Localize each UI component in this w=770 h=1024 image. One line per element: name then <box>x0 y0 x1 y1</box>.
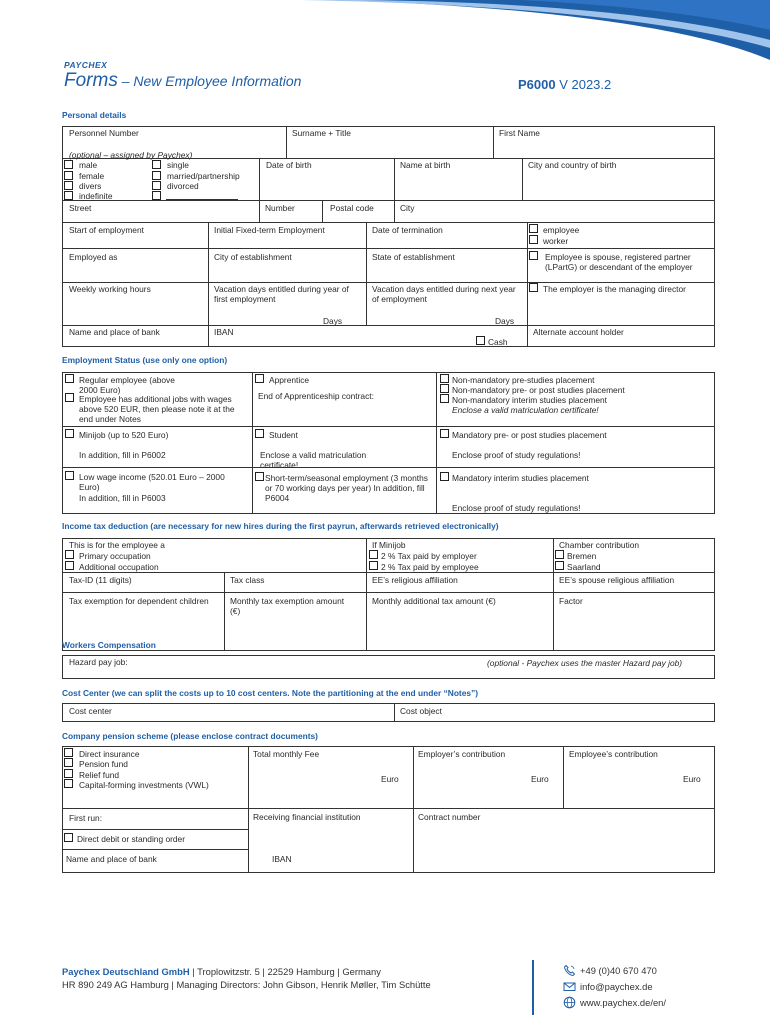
relief-fund-label: Relief fund <box>79 770 120 780</box>
status-married-label: married/partnership <box>167 171 240 181</box>
section-workers-compensation: Workers Compensation <box>62 640 156 650</box>
state-establishment-label: State of establishment <box>372 252 455 262</box>
hazard-pay-label: Hazard pay job: <box>69 657 128 667</box>
city-country-birth-label: City and country of birth <box>528 160 617 170</box>
spouse-label: Employee is spouse, registered partner (LPartG) or descendant of the employer <box>545 252 693 272</box>
bremen-label: Bremen <box>567 551 597 561</box>
vacation-next-label: Vacation days entitled during next year of employment <box>372 284 516 304</box>
tax-employee-checkbox[interactable] <box>369 561 378 570</box>
footer-phone: +49 (0)40 670 470 <box>580 965 657 976</box>
gender-divers-checkbox[interactable] <box>64 181 73 190</box>
capital-forming-label: Capital-forming investments (VWL) <box>79 780 209 790</box>
additional-occupation-label: Additional occupation <box>79 562 159 572</box>
employee-type-checkbox[interactable] <box>529 224 538 233</box>
city-label: City <box>400 203 415 213</box>
end-apprenticeship-label: End of Apprenticeship contract: <box>258 391 374 401</box>
direct-debit-checkbox[interactable] <box>64 833 73 842</box>
study-regulations-note-1: Enclose proof of study regulations! <box>452 450 581 460</box>
globe-icon <box>563 996 576 1009</box>
first-name-label: First Name <box>499 128 540 138</box>
employer-contribution-label: Employer’s contribution <box>418 749 506 759</box>
footer-register: HR 890 249 AG Hamburg | Managing Directors: John Gibson, Henrik Møller, Tim Schütte <box>62 979 431 990</box>
name-at-birth-label: Name at birth <box>400 160 451 170</box>
if-minijob-label: If Minijob <box>372 540 406 550</box>
study-regulations-note-2: Enclose proof of study regulations! <box>452 503 581 513</box>
section-income-tax: Income tax deduction (are necessary for new hires during the first payrun, afterwards retrieved electronically) <box>62 521 499 531</box>
worker-type-checkbox[interactable] <box>529 235 538 244</box>
non-mandatory-pre-checkbox[interactable] <box>440 374 449 383</box>
apprentice-label: Apprentice <box>269 375 310 385</box>
gender-male-checkbox[interactable] <box>64 160 73 169</box>
primary-occupation-checkbox[interactable] <box>65 550 74 559</box>
pension-fund-checkbox[interactable] <box>64 758 73 767</box>
gender-male-label: male <box>79 160 98 170</box>
first-run-label: First run: <box>69 813 103 823</box>
postal-code-label: Postal code <box>330 203 374 213</box>
cost-object-label: Cost object <box>400 706 442 716</box>
short-term-label: Short-term/seasonal employment (3 months or 70 working days per year) In addition, fill P6004 <box>265 473 428 503</box>
page-title: Forms – New Employee Information <box>64 70 302 91</box>
minijob-fill-label: In addition, fill in P6002 <box>79 450 166 460</box>
regular-employee-checkbox[interactable] <box>65 374 74 383</box>
cost-center-label: Cost center <box>69 706 112 716</box>
tax-id-label: Tax-ID (11 digits) <box>69 575 132 585</box>
start-employment-label: Start of employment <box>69 225 144 235</box>
employed-as-label: Employed as <box>69 252 118 262</box>
pension-table <box>62 746 715 873</box>
house-number-label: Number <box>265 203 295 213</box>
non-mandatory-pre-post-label: Non-mandatory pre- or post studies placement <box>452 385 625 395</box>
alternate-holder-label: Alternate account holder <box>533 327 624 337</box>
tax-employer-checkbox[interactable] <box>369 550 378 559</box>
this-is-for-label: This is for the employee a <box>69 540 165 550</box>
monthly-exemption-label: Monthly tax exemption amount (€) <box>230 596 345 616</box>
vacation-first-days-label: Days <box>323 316 343 326</box>
form-code: P6000 V 2023.2 <box>518 77 612 92</box>
non-mandatory-interim-checkbox[interactable] <box>440 394 449 403</box>
relief-fund-checkbox[interactable] <box>64 769 73 778</box>
managing-director-checkbox[interactable] <box>529 283 538 292</box>
managing-director-label: The employer is the managing director <box>543 284 686 294</box>
regular-employee-label: Regular employee (above 2000 Euro) <box>79 375 175 395</box>
hazard-pay-note: (optional - Paychex uses the master Hazard pay job) <box>487 658 683 668</box>
personnel-number-note: (optional – assigned by Paychex) <box>69 150 193 160</box>
pension-fund-label: Pension fund <box>79 759 128 769</box>
mandatory-pre-post-checkbox[interactable] <box>440 429 449 438</box>
non-mandatory-pre-label: Non-mandatory pre-studies placement <box>452 375 595 385</box>
additional-jobs-checkbox[interactable] <box>65 393 74 402</box>
cash-label: Cash <box>488 337 508 347</box>
additional-jobs-label: Employee has additional jobs with wages above 520 EUR, then please note it at the end under Notes <box>79 394 235 424</box>
primary-occupation-label: Primary occupation <box>79 551 151 561</box>
bremen-checkbox[interactable] <box>555 550 564 559</box>
mandatory-interim-checkbox[interactable] <box>440 472 449 481</box>
gender-female-label: female <box>79 171 105 181</box>
tax-class-label: Tax class <box>230 575 265 585</box>
bank-label: Name and place of bank <box>69 327 160 337</box>
vacation-first-label: Vacation days entitled during year of first employment <box>214 284 349 304</box>
footer-divider <box>532 960 534 1015</box>
minijob-checkbox[interactable] <box>65 429 74 438</box>
gender-female-checkbox[interactable] <box>64 171 73 180</box>
direct-debit-label: Direct debit or standing order <box>77 834 185 844</box>
spouse-checkbox[interactable] <box>529 251 538 260</box>
status-other-line <box>166 199 238 200</box>
status-divorced-checkbox[interactable] <box>152 181 161 190</box>
student-label: Student <box>269 430 298 440</box>
low-wage-fill-label: In addition, fill in P6003 <box>79 493 166 503</box>
additional-occupation-checkbox[interactable] <box>65 561 74 570</box>
student-matriculation-label: Enclose a valid matriculation certificate! <box>260 450 367 470</box>
status-married-checkbox[interactable] <box>152 171 161 180</box>
status-single-label: single <box>167 160 189 170</box>
phone-icon <box>563 964 576 977</box>
contract-number-label: Contract number <box>418 812 481 822</box>
chamber-label: Chamber contribution <box>559 540 640 550</box>
personnel-number-label: Personnel Number <box>69 128 139 138</box>
monthly-additional-label: Monthly additional tax amount (€) <box>372 596 496 606</box>
brand-logo: PAYCHEX <box>64 60 108 70</box>
footer-email[interactable]: info@paychex.de <box>580 981 653 992</box>
tax-employer-label: 2 % Tax paid by employer <box>381 551 477 561</box>
short-term-checkbox[interactable] <box>255 472 264 481</box>
mandatory-interim-label: Mandatory interim studies placement <box>452 473 589 483</box>
cost-center-table <box>62 703 715 722</box>
pension-bank-label: Name and place of bank <box>66 854 157 864</box>
fixed-term-label: Initial Fixed-term Employment <box>214 225 325 235</box>
mandatory-pre-post-label: Mandatory pre- or post studies placement <box>452 430 607 440</box>
total-fee-label: Total monthly Fee <box>253 749 320 759</box>
non-mandatory-interim-label: Non-mandatory interim studies placement <box>452 395 608 405</box>
gender-indefinite-checkbox[interactable] <box>64 191 73 200</box>
minijob-label: Minijob (up to 520 Euro) <box>79 430 169 440</box>
pension-iban-label: IBAN <box>272 854 292 864</box>
city-establishment-label: City of establishment <box>214 252 292 262</box>
employee-contribution-euro: Euro <box>683 774 701 784</box>
date-termination-label: Date of termination <box>372 225 443 235</box>
cash-checkbox[interactable] <box>476 336 485 345</box>
status-divorced-label: divorced <box>167 181 199 191</box>
section-employment-status: Employment Status (use only one option) <box>62 355 228 365</box>
factor-label: Factor <box>559 596 583 606</box>
footer-company: Paychex Deutschland GmbH | Troplowitzstr. 5 | 22529 Hamburg | Germany <box>62 966 381 977</box>
religious-label: EE’s religious affiliation <box>372 575 458 585</box>
non-mandatory-pre-post-checkbox[interactable] <box>440 384 449 393</box>
surname-label: Surname + Title <box>292 128 351 138</box>
total-fee-euro: Euro <box>381 774 399 784</box>
apprentice-checkbox[interactable] <box>255 374 264 383</box>
spouse-religious-label: EE’s spouse religious affiliation <box>559 575 675 585</box>
capital-forming-checkbox[interactable] <box>64 779 73 788</box>
direct-insurance-label: Direct insurance <box>79 749 140 759</box>
gender-divers-label: divers <box>79 181 102 191</box>
status-other-checkbox[interactable] <box>152 191 161 200</box>
student-checkbox[interactable] <box>255 429 264 438</box>
date-of-birth-label: Date of birth <box>266 160 312 170</box>
saarland-checkbox[interactable] <box>555 561 564 570</box>
low-wage-label: Low wage income (520.01 Euro – 2000 Euro) <box>79 472 225 492</box>
low-wage-checkbox[interactable] <box>65 471 74 480</box>
status-single-checkbox[interactable] <box>152 160 161 169</box>
valid-matriculation-note: Enclose a valid matriculation certificate! <box>452 405 599 415</box>
tax-employee-label: 2 % Tax paid by employee <box>381 562 479 572</box>
vacation-next-days-label: Days <box>495 316 515 326</box>
exemption-children-label: Tax exemption for dependent children <box>69 596 209 606</box>
employee-type-label: employee <box>543 225 580 235</box>
mail-icon <box>563 980 576 993</box>
saarland-label: Saarland <box>567 562 601 572</box>
weekly-hours-label: Weekly working hours <box>69 284 151 294</box>
street-label: Street <box>69 203 92 213</box>
worker-type-label: worker <box>543 236 569 246</box>
employer-contribution-euro: Euro <box>531 774 549 784</box>
header-banner <box>0 0 770 60</box>
section-pension: Company pension scheme (please enclose contract documents) <box>62 731 318 741</box>
direct-insurance-checkbox[interactable] <box>64 748 73 757</box>
section-cost-center: Cost Center (we can split the costs up to 10 cost centers. Note the partitioning at the end under “Notes”) <box>62 688 479 698</box>
iban-label: IBAN <box>214 327 234 337</box>
section-personal-details: Personal details <box>62 110 127 120</box>
employee-contribution-label: Employee’s contribution <box>569 749 658 759</box>
gender-indefinite-label: indefinite <box>79 191 113 201</box>
receiving-institution-label: Receiving financial institution <box>253 812 361 822</box>
footer-web[interactable]: www.paychex.de/en/ <box>580 997 666 1008</box>
